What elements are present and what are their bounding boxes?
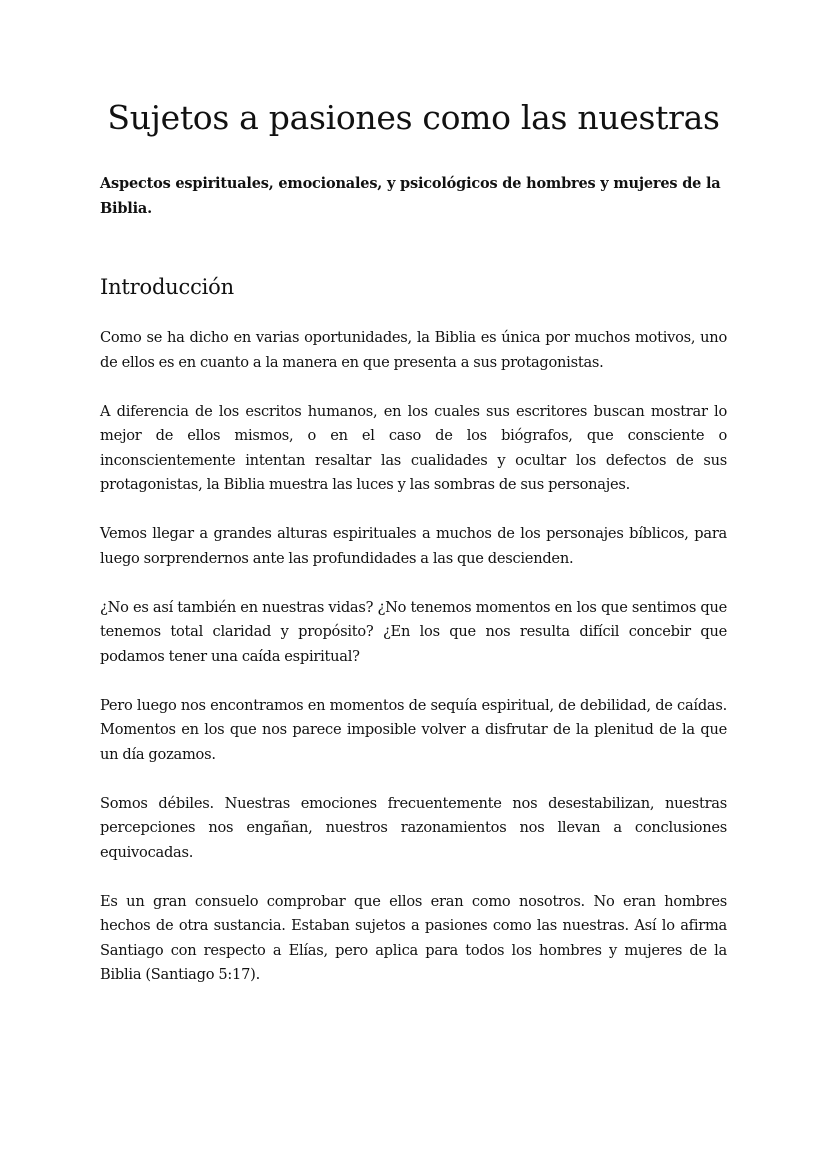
paragraph: Somos débiles. Nuestras emociones frecuentemente nos desestabilizan, nuestras percepciones nos engañan, nuestros razonamientos nos llevan a conclusiones equivocadas. [100,794,727,861]
paragraph: Vemos llegar a grandes alturas espirituales a muchos de los personajes bíblicos, para luego sorprendernos ante las profundidades a las que descienden. [100,525,727,567]
paragraph: Es un gran consuelo comprobar que ellos eran como nosotros. No eran hombres hechos de otra sustancia. Estaban sujetos a pasiones como las nuestras. Así lo afirma Santiago con respecto a Elías, pero aplica para todos los hombres y mujeres de la Biblia (Santiago 5:17). [100,892,727,983]
section-heading-introduccion: Introducción [100,275,234,299]
paragraph: ¿No es así también en nuestras vidas? ¿No tenemos momentos en los que sentimos que tenemos total claridad y propósito? ¿En los que nos resulta difícil concebir que podamos tener una caída espiritual? [100,598,727,665]
paragraph: Pero luego nos encontramos en momentos de sequía espiritual, de debilidad, de caídas. Momentos en los que nos parece imposible volver a disfrutar de la plenitud de la que un día gozamos. [100,696,727,763]
body-text [100,326,727,1012]
paragraph: Como se ha dicho en varias oportunidades, la Biblia es única por muchos motivos, uno de ellos es en cuanto a la manera en que presenta a sus protagonistas. [100,329,727,371]
document-subtitle: Aspectos espirituales, emocionales, y psicológicos de hombres y mujeres de la Biblia. [100,175,721,217]
paragraph: A diferencia de los escritos humanos, en los cuales sus escritores buscan mostrar lo mejor de ellos mismos, o en el caso de los biógrafos, que consciente o inconscientemente intentan resaltar las cualidades y ocultar los defectos de sus protagonistas, la Biblia muestra las luces y las sombras de sus personajes. [100,402,727,493]
document-title: Sujetos a pasiones como las nuestras [107,98,720,137]
